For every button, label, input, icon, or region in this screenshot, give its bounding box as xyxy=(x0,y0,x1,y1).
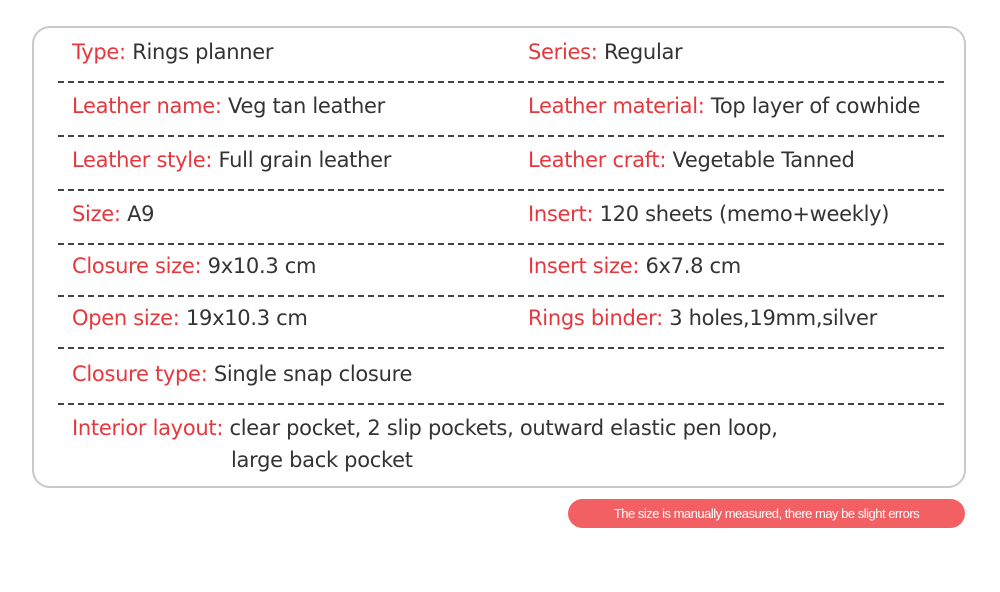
spec-row xyxy=(58,136,944,191)
label-separator: : xyxy=(216,416,230,440)
label-separator: : xyxy=(659,148,673,172)
spec-value: Full grain leather xyxy=(218,148,392,172)
label-separator: : xyxy=(656,306,670,330)
spec-label: Rings binder xyxy=(528,306,657,330)
spec-row xyxy=(58,82,944,137)
interior-layout-value-line1: clear pocket, 2 slip pockets, outward elastic pen loop, xyxy=(229,416,778,440)
label-separator: : xyxy=(113,202,128,226)
label-separator: : xyxy=(586,202,600,226)
spec-row xyxy=(58,242,944,297)
spec-label: Leather style xyxy=(72,148,206,172)
spec-cell-left xyxy=(72,362,412,386)
spec-label: Insert xyxy=(528,202,587,226)
spec-row xyxy=(58,350,944,405)
spec-cell-right xyxy=(528,40,682,64)
label-separator: : xyxy=(697,94,711,118)
spec-value: Veg tan leather xyxy=(228,94,385,118)
spec-value: 19x10.3 cm xyxy=(185,306,308,330)
spec-cell-right xyxy=(528,306,877,330)
spec-cell-left xyxy=(72,94,385,118)
spec-value: 6x7.8 cm xyxy=(645,254,741,278)
spec-cell-right xyxy=(528,94,920,118)
spec-label: Closure size xyxy=(72,254,195,278)
spec-cell-left xyxy=(72,254,316,278)
spec-label: Leather craft xyxy=(528,148,660,172)
label-separator: : xyxy=(590,40,604,64)
spec-value: Rings planner xyxy=(132,40,274,64)
interior-layout-value-line2: large back pocket xyxy=(231,448,413,472)
spec-cell-left xyxy=(72,40,273,64)
spec-label: Insert size xyxy=(528,254,633,278)
measurement-note: The size is manually measured, there may be slight errors xyxy=(568,499,965,528)
spec-cell-left xyxy=(72,148,391,172)
interior-layout-row xyxy=(72,416,778,472)
interior-layout-label: Interior layout xyxy=(72,416,217,440)
spec-cell-right xyxy=(528,254,741,278)
spec-row xyxy=(58,28,944,83)
spec-cell-left xyxy=(72,306,308,330)
spec-label: Open size xyxy=(72,306,173,330)
spec-label: Size xyxy=(72,202,114,226)
spec-value: 120 sheets (memo+weekly) xyxy=(599,202,890,226)
spec-value: 3 holes,19mm,silver xyxy=(669,306,878,330)
spec-value: A9 xyxy=(127,202,155,226)
spec-label: Type xyxy=(72,40,120,64)
spec-cell-right xyxy=(528,202,889,226)
label-separator: : xyxy=(214,94,229,118)
spec-value: Single snap closure xyxy=(213,362,413,386)
spec-label: Closure type xyxy=(72,362,201,386)
spec-value: Regular xyxy=(603,40,683,64)
spec-row xyxy=(58,190,944,245)
spec-cell-left xyxy=(72,202,154,226)
spec-label: Leather material xyxy=(528,94,698,118)
label-separator: : xyxy=(194,254,208,278)
spec-label: Series xyxy=(528,40,591,64)
spec-value: Vegetable Tanned xyxy=(672,148,855,172)
label-separator: : xyxy=(200,362,214,386)
spec-row xyxy=(58,294,944,349)
spec-label: Leather name xyxy=(72,94,215,118)
label-separator: : xyxy=(119,40,133,64)
label-separator: : xyxy=(205,148,219,172)
spec-value: Top layer of cowhide xyxy=(710,94,921,118)
label-separator: : xyxy=(172,306,186,330)
spec-value: 9x10.3 cm xyxy=(207,254,317,278)
label-separator: : xyxy=(632,254,646,278)
spec-cell-right xyxy=(528,148,855,172)
